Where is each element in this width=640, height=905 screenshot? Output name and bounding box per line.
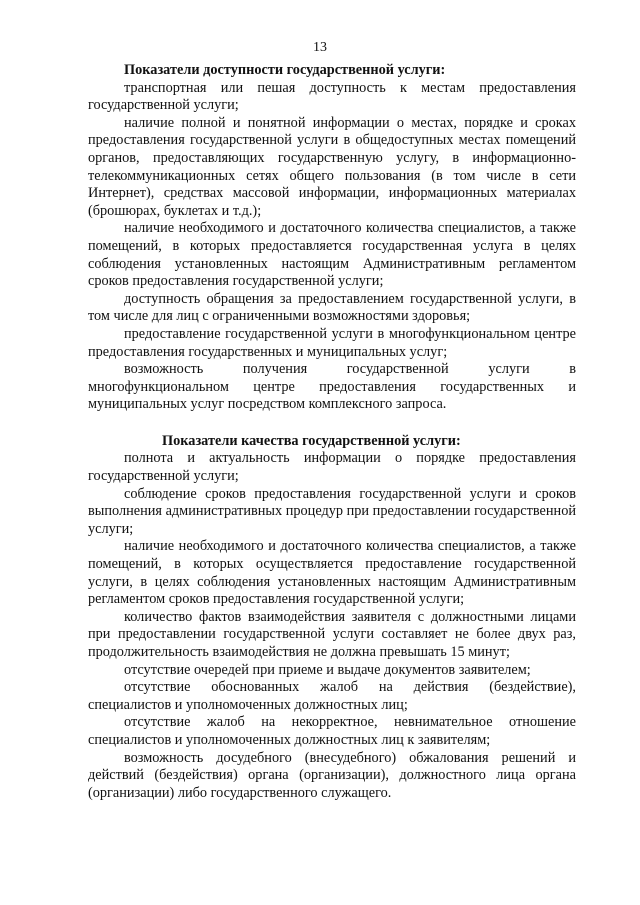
paragraph: предоставление государственной услуги в многофункциональном центре предоставления государственных и муниципальных услуг;: [88, 325, 576, 360]
paragraph: отсутствие обоснованных жалоб на действия (бездействие), специалистов и уполномоченных должностных лиц;: [88, 679, 576, 713]
paragraph: наличие полной и понятной информации о местах, порядке и сроках предоставления государственной услуги в общедоступных местах помещений органов, предоставляющих государственную услугу, в информационно-телекоммуникационных сетях общего пользования (в том числе в сети Интернет), средствах массовой информации, информационных материалах (брошюрах, буклетах и т.д.);: [88, 114, 576, 219]
section-heading-accessibility: Показатели доступности государственной услуги:: [124, 62, 446, 78]
paragraph: наличие необходимого и достаточного количества специалистов, а также помещений, в которых осуществляется предоставление государственной услуги, в целях соблюдения установленных настоящим Административным регламентом сроков предоставления государственной услуги;: [88, 538, 576, 608]
paragraph: наличие необходимого и достаточного количества специалистов, а также помещений, в которых предоставляется государственная услуга в целях соблюдения установленных настоящим Административным регламентом сроков предоставления государственной услуги;: [88, 220, 576, 290]
paragraph: соблюдение сроков предоставления государственной услуги и сроков выполнения административных процедур при предоставлении государственной услуги;: [88, 485, 576, 537]
paragraph: транспортная или пешая доступность к местам предоставления государственной услуги;: [88, 79, 576, 114]
page-number: 13: [313, 40, 327, 55]
paragraph: отсутствие жалоб на некорректное, невнимательное отношение специалистов и уполномоченных должностных лиц к заявителям;: [88, 714, 576, 748]
paragraph: возможность досудебного (внесудебного) обжалования решений и действий (бездействия) органа (организации), должностного лица органа (организации) либо государственного служащего.: [88, 749, 576, 801]
document-body: [88, 62, 576, 802]
section-heading-quality: Показатели качества государственной услуги:: [162, 432, 461, 449]
paragraph: доступность обращения за предоставлением государственной услуги, в том числе для лиц с ограниченными возможностями здоровья;: [88, 290, 576, 325]
paragraph: количество фактов взаимодействия заявителя с должностными лицами при предоставлении государственной услуги составляет не более двух раз, продолжительность взаимодействия не должна превышать 15 минут;: [88, 608, 576, 660]
paragraph: полнота и актуальность информации о порядке предоставления государственной услуги;: [88, 450, 576, 485]
paragraph: отсутствие очередей при приеме и выдаче документов заявителем;: [124, 661, 531, 678]
paragraph: возможность получения государственной услуги в многофункциональном центре предоставления государственных и муниципальных услуг посредством комплексного запроса.: [88, 361, 576, 413]
